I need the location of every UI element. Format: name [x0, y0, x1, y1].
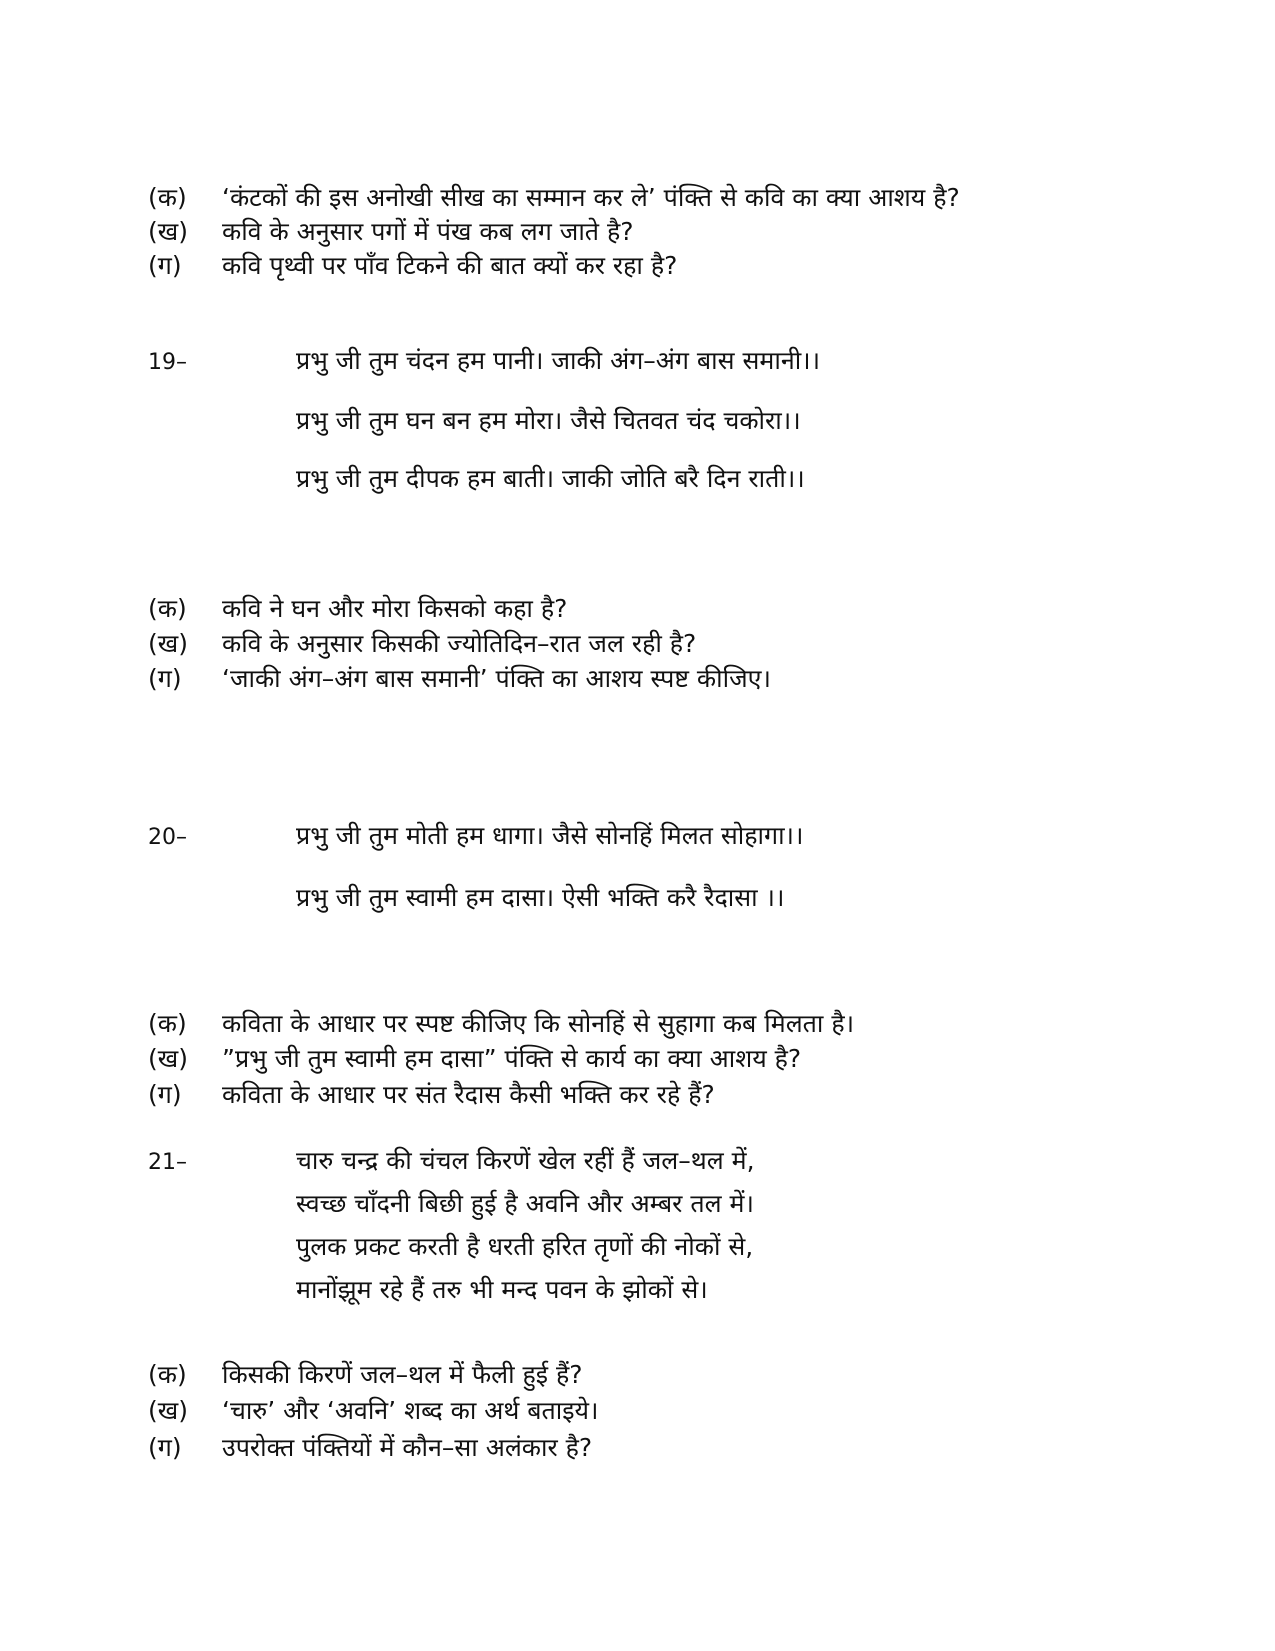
- question-text: किसकी किरणें जल–थल में फैली हुई हैं?: [222, 1360, 583, 1389]
- question-number: 20–: [148, 825, 187, 850]
- verse-line: प्रभु जी तुम घन बन हम मोरा। जैसे चितवत चंद चकोरा।।: [296, 406, 801, 435]
- question-text: ‘जाकी अंग–अंग बास समानी’ पंक्ति का आशय स्पष्ट कीजिए।: [222, 664, 771, 693]
- verse-line: पुलक प्रकट करती है धरती हरित तृणों की नोकों से,: [296, 1232, 754, 1261]
- question-text: कवि पृथ्वी पर पाँव टिकने की बात क्यों कर रहा है?: [222, 251, 678, 280]
- question-text: ”प्रभु जी तुम स्वामी हम दासा” पंक्ति से कार्य का क्या आशय है?: [222, 1044, 802, 1073]
- verse-line: प्रभु जी तुम चंदन हम पानी। जाकी अंग–अंग बास समानी।।: [296, 346, 821, 375]
- question-number: 19–: [148, 350, 187, 375]
- question-label: (ख): [148, 217, 188, 246]
- question-text: कविता के आधार पर स्पष्ट कीजिए कि सोनहिं से सुहागा कब मिलता है।: [222, 1009, 855, 1038]
- question-label: (क): [148, 1360, 187, 1389]
- question-label: (ग): [148, 664, 182, 693]
- question-label: (क): [148, 594, 187, 623]
- question-text: कवि के अनुसार पगों में पंख कब लग जाते है?: [222, 217, 634, 246]
- question-label: (ग): [148, 251, 182, 280]
- question-label: (ग): [148, 1433, 182, 1462]
- verse-line: मानोंझूम रहे हैं तरु भी मन्द पवन के झोकों से।: [296, 1275, 708, 1304]
- question-text: ‘चारु’ और ‘अवनि’ शब्द का अर्थ बताइये।: [222, 1396, 599, 1425]
- question-text: ‘कंटकों की इस अनोखी सीख का सम्मान कर ले’ पंक्ति से कवि का क्या आशय है?: [222, 183, 960, 212]
- question-label: (ख): [148, 629, 188, 658]
- question-number: 21–: [148, 1150, 187, 1175]
- verse-line: स्वच्छ चाँदनी बिछी हुई है अवनि और अम्बर तल में।: [296, 1189, 754, 1218]
- verse-line: प्रभु जी तुम मोती हम धागा। जैसे सोनहिं मिलत सोहागा।।: [296, 821, 804, 850]
- question-label: (ग): [148, 1080, 182, 1109]
- verse-line: प्रभु जी तुम दीपक हम बाती। जाकी जोति बरै दिन राती।।: [296, 464, 805, 493]
- question-text: कवि के अनुसार किसकी ज्योतिदिन–रात जल रही है?: [222, 629, 697, 658]
- question-text: कवि ने घन और मोरा किसको कहा है?: [222, 594, 568, 623]
- verse-line: चारु चन्द्र की चंचल किरणें खेल रहीं हैं जल–थल में,: [296, 1146, 755, 1175]
- question-label: (ख): [148, 1396, 188, 1425]
- question-label: (ख): [148, 1044, 188, 1073]
- verse-line: प्रभु जी तुम स्वामी हम दासा। ऐसी भक्ति करै रैदासा ।।: [296, 883, 785, 912]
- question-label: (क): [148, 1009, 187, 1038]
- question-text: कविता के आधार पर संत रैदास कैसी भक्ति कर रहे हैं?: [222, 1080, 715, 1109]
- question-text: उपरोक्त पंक्तियों में कौन–सा अलंकार है?: [222, 1433, 593, 1462]
- question-label: (क): [148, 183, 187, 212]
